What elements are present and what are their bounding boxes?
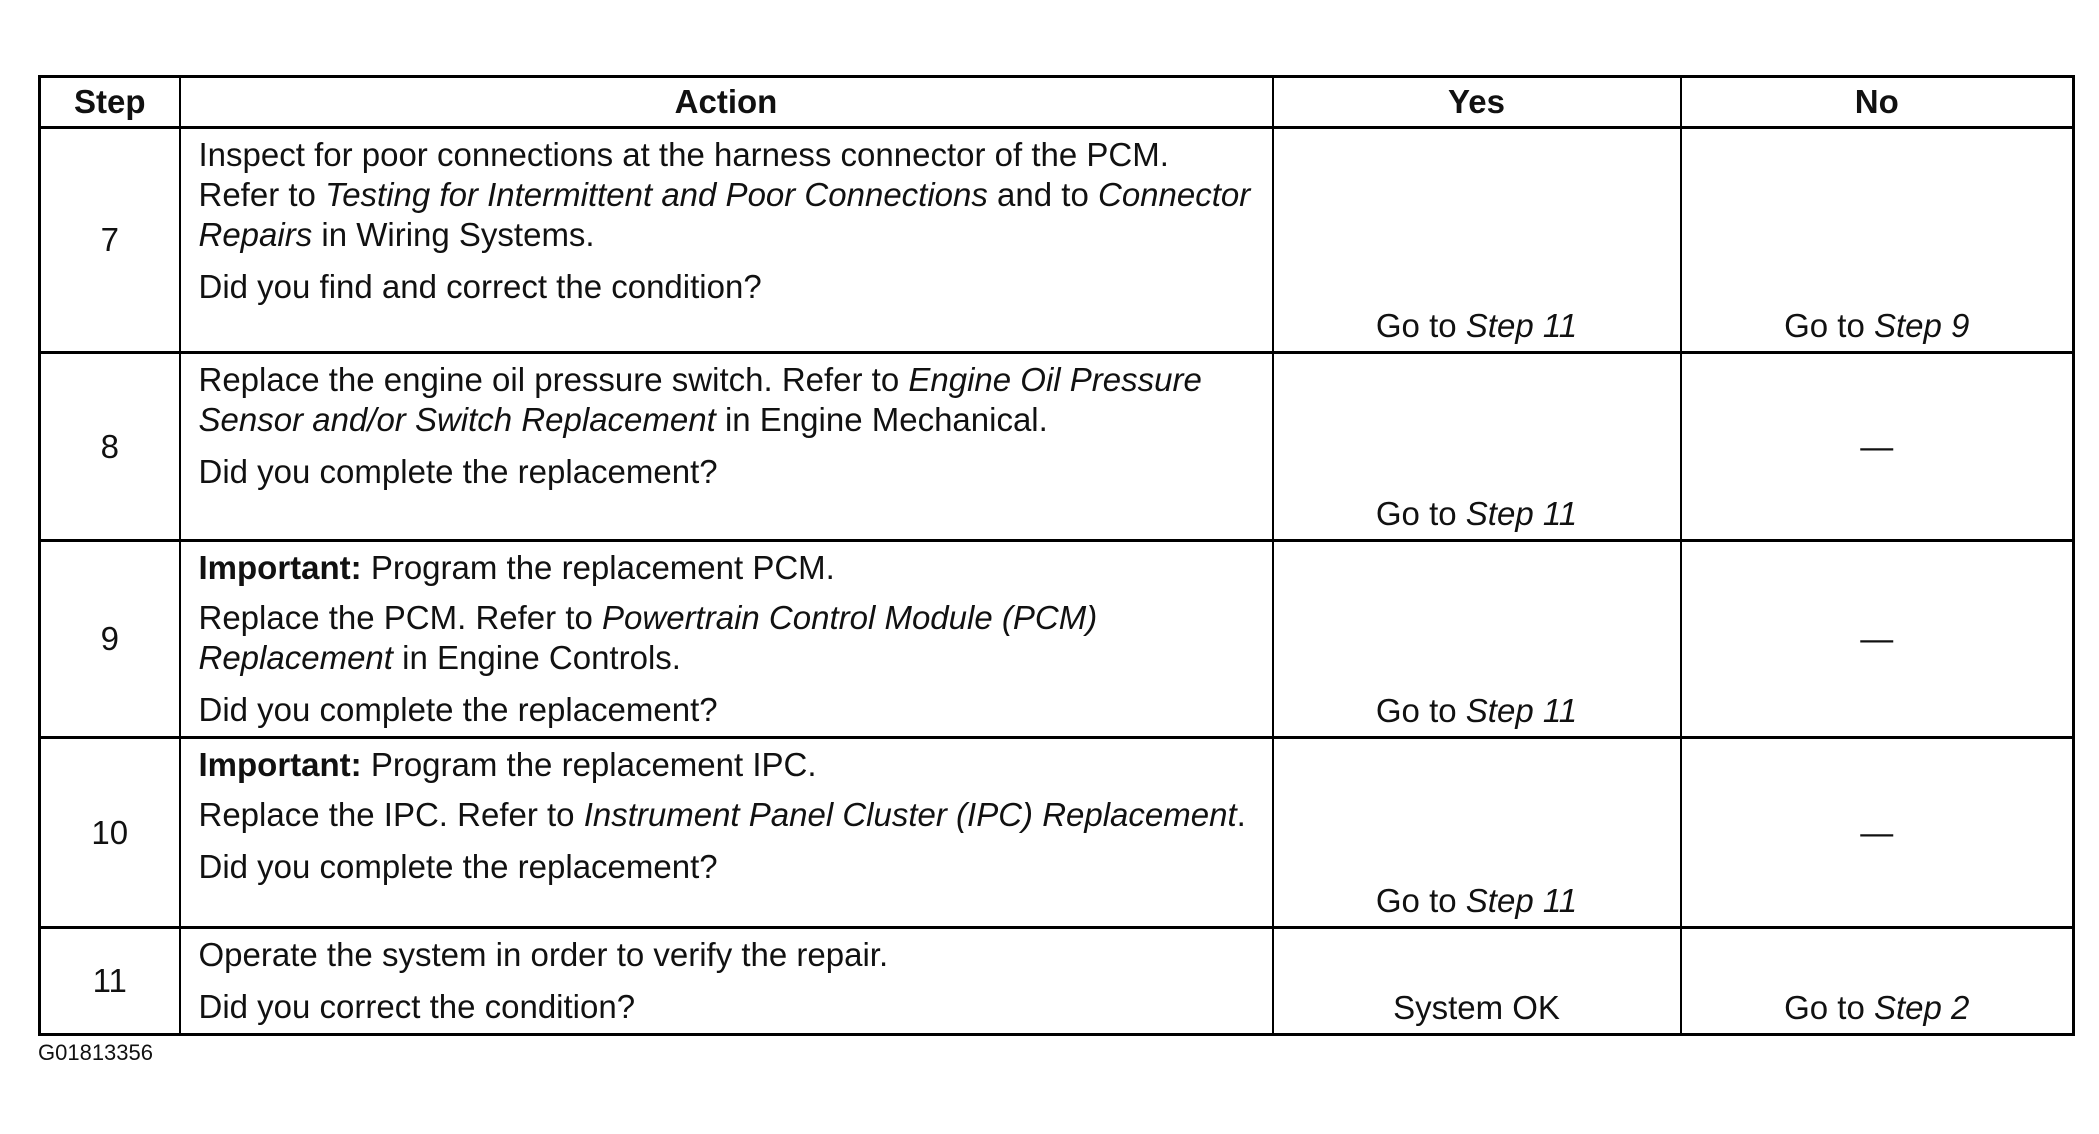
important-note: Important: Program the replacement IPC. [198,746,817,783]
reference-link[interactable]: Connector Repairs [198,176,1251,253]
important-label: Important: [198,746,362,783]
step-link[interactable]: Step 11 [1465,882,1578,919]
not-applicable-dash: — [1860,813,1894,851]
header-yes: Yes [1273,77,1681,128]
action-cell [180,541,1273,738]
action-instruction: Replace the engine oil pressure switch. Refer to Engine Oil Pressure Sensor and/or Switch Replacement in Engine Mechanical. [198,361,1202,438]
action-cell [180,128,1273,353]
yes-cell: Go to Step 11 [1273,738,1681,928]
table-row-step-11 [40,928,2074,1035]
reference-link[interactable]: Testing for Intermittent and Poor Connections [325,176,988,213]
step-number: 7 [40,128,180,353]
important-label: Important: [198,549,362,586]
step-number: 9 [40,541,180,738]
action-instruction: Replace the IPC. Refer to Instrument Panel Cluster (IPC) Replacement. [198,796,1246,833]
header-step: Step [40,77,180,128]
action-question: Did you find and correct the condition? [198,268,762,305]
table-row-step-10 [40,738,2074,928]
step-link[interactable]: Step 11 [1465,495,1578,532]
reference-link[interactable]: Engine Oil Pressure Sensor and/or Switch Replacement [198,361,1202,438]
header-no: No [1681,77,2074,128]
action-question: Did you complete the replacement? [198,691,718,728]
diagnostic-table [38,75,2075,1036]
table-row-step-7 [40,128,2074,353]
not-applicable-dash: — [1860,620,1894,657]
yes-cell: Go to Step 11 [1273,353,1681,541]
not-applicable-dash: — [1860,427,1894,465]
no-cell: Go to Step 9 [1681,128,2074,353]
action-instruction: Operate the system in order to verify the repair. [198,936,889,973]
step-number: 10 [40,738,180,928]
table-row-step-8 [40,353,2074,541]
action-instruction: Replace the PCM. Refer to Powertrain Control Module (PCM) Replacement in Engine Controls. [198,599,1098,676]
action-cell [180,928,1273,1035]
no-cell: Go to Step 2 [1681,928,2074,1035]
step-link[interactable]: Step 11 [1465,692,1578,729]
step-link[interactable]: Step 9 [1873,307,1970,344]
yes-cell: System OK [1273,928,1681,1035]
action-instruction: Inspect for poor connections at the harness connector of the PCM. Refer to Testing for Intermittent and Poor Connections and to Connector Repairs in Wiring Systems. [198,136,1251,253]
important-note: Important: Program the replacement PCM. [198,549,835,586]
action-question: Did you complete the replacement? [198,848,718,885]
reference-link[interactable]: Powertrain Control Module (PCM) Replacement [198,599,1098,676]
no-cell [1681,541,2074,738]
step-number: 11 [40,928,180,1035]
yes-cell: Go to Step 11 [1273,128,1681,353]
reference-link[interactable]: Instrument Panel Cluster (IPC) Replacement [583,796,1237,833]
action-question: Did you complete the replacement? [198,453,718,490]
figure-id: G01813356 [38,1040,153,1065]
action-question: Did you correct the condition? [198,988,636,1025]
header-action: Action [180,77,1273,128]
step-link[interactable]: Step 2 [1873,989,1970,1026]
step-number: 8 [40,353,180,541]
action-cell [180,353,1273,541]
step-link[interactable]: Step 11 [1465,307,1578,344]
action-cell [180,738,1273,928]
yes-cell: Go to Step 11 [1273,541,1681,738]
no-cell [1681,353,2074,541]
table-row-step-9 [40,541,2074,738]
no-cell [1681,738,2074,928]
header-row [40,77,2074,128]
